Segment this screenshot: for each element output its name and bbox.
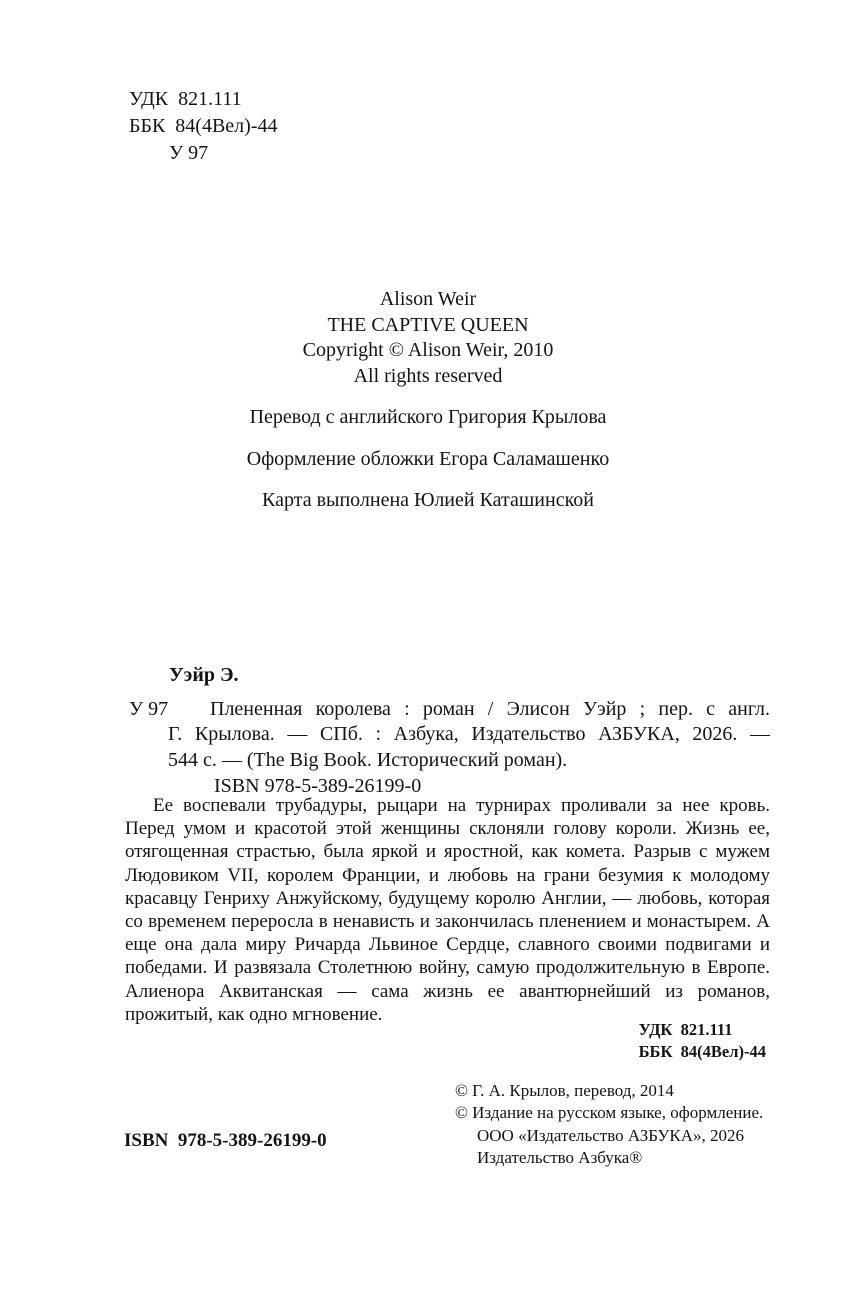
author-sign-code: У 97 <box>169 142 209 164</box>
copyright-block <box>455 1080 763 1170</box>
catalog-entry <box>129 663 770 800</box>
catalog-entry-line: 544 с. — (The Big Book. Исторический роман). <box>168 749 568 772</box>
udk-code: УДК 821.111 <box>129 88 242 110</box>
annotation-paragraph: Ее воспевали трубадуры, рыцари на турнирах проливали за нее кровь. Перед умом и красотой этой женщины склоняли голову короли. Жизнь ее, отягощенная страстью, была яркой и яростной, как комета. Разрыв с мужем Людовиком VII, королем Франции, и любовь на грани безумия к молодому красавцу Генриху Анжуйскому, будущему королю Англии, — любовь, которая со временем переросла в ненависть и закончилась пленением и монастырем. А еще она дала миру Ричарда Львиное Сердце, славного своими подвигами и победами. И развязала Столетнюю войну, самую продолжительную в Европе. Алиенора Аквитанская — сама жизнь ее авантюрнейший из романов, прожитый, как одно мгновение. <box>125 795 770 1025</box>
original-title: THE CAPTIVE QUEEN <box>327 313 529 336</box>
copyright-edition: © Издание на русском языке, оформление. <box>455 1103 764 1123</box>
catalog-body <box>129 697 770 800</box>
top-classification-codes <box>129 86 278 167</box>
catalog-author: Уэйр Э. <box>169 664 239 686</box>
original-rights: All rights reserved <box>353 364 503 387</box>
bottom-classification-codes <box>639 1019 766 1062</box>
translation-credit: Перевод с английского Григория Крылова <box>249 406 607 428</box>
map-credit: Карта выполнена Юлией Каташинской <box>262 489 594 511</box>
copyright-imprint: Издательство Азбука® <box>477 1148 643 1168</box>
isbn-bottom: ISBN 978-5-389-26199-0 <box>124 1130 327 1151</box>
original-author: Alison Weir <box>379 288 477 310</box>
copyright-publisher: ООО «Издательство АЗБУКА», 2026 <box>477 1125 745 1145</box>
udk-code-bottom: УДК 821.111 <box>638 1020 733 1039</box>
catalog-entry-line: Плененная королева : роман / Элисон Уэйр ; пер. с англ. <box>210 697 770 720</box>
original-edition-block <box>0 287 856 514</box>
bbk-code: ББК 84(4Вел)-44 <box>129 115 278 137</box>
catalog-isbn: ISBN 978-5-389-26199-0 <box>214 774 422 797</box>
catalog-entry-line: Г. Крылова. — СПб. : Азбука, Издательство АЗБУКА, 2026. — <box>168 723 770 746</box>
bbk-code-bottom: ББК 84(4Вел)-44 <box>638 1041 766 1061</box>
cover-design-credit: Оформление обложки Егора Саламашенко <box>246 447 610 470</box>
catalog-code: У 97 <box>129 697 169 720</box>
original-copyright: Copyright © Alison Weir, 2010 <box>302 339 554 361</box>
copyright-translator: © Г. А. Крылов, перевод, 2014 <box>455 1081 674 1100</box>
